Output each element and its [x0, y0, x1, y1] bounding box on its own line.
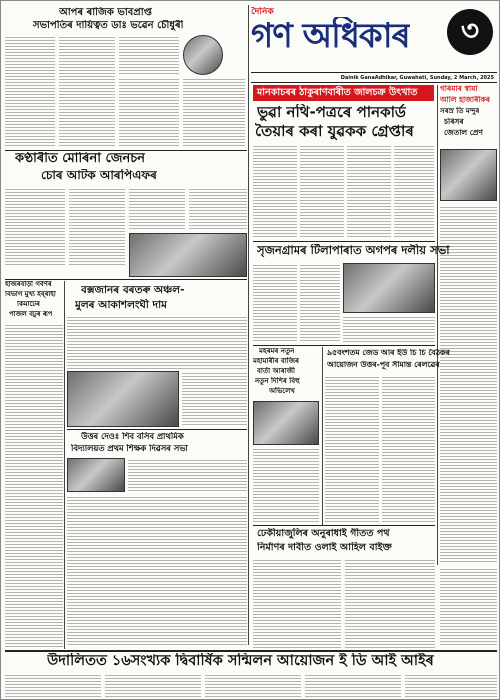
portrait-caption	[119, 35, 179, 75]
lower-right-body	[440, 567, 497, 647]
centre-banner	[253, 85, 434, 101]
mid-left-headline-2: মুলৰ আকাশলংঘী দাম	[75, 299, 167, 311]
page-number-badge	[447, 9, 493, 55]
dateline-bar	[251, 72, 497, 83]
masthead-prefix: দৈনিক	[251, 7, 274, 17]
left-third-headline-2: বিভাগ মুখ্য ইব্‌ৰাহী	[5, 291, 56, 298]
right-top-headline-5: জেতাল প্ৰেণ	[444, 129, 483, 137]
mid-right-headline-2: আয়োজন উত্তৰ-পূব সীমান্ত ৰেলৱেৰ	[327, 361, 440, 369]
story-top-left-kicker: আপৰ ৰাজিক ভাবপ্ৰাপ্ত	[59, 7, 152, 18]
right-top-headline-1: গৰিমাৰ স্বামা	[440, 85, 478, 93]
left-second-headline-1: কণ্ঠাৰীত মোৰিনা জেনচন	[15, 152, 145, 166]
mid-right-body-1	[325, 375, 379, 523]
mid-left-body	[67, 315, 247, 369]
story-top-left-body-col3	[119, 77, 179, 147]
bottom-body-2	[105, 673, 201, 697]
mid-left-headline-1: বক্সজানৰ বৰতৰু অঞ্চল-	[81, 284, 185, 296]
mid-centre-headline-5: অভিলেখ	[269, 387, 295, 395]
mid-centre-photo	[253, 401, 319, 445]
centre-main-headline-1: ভুৱা নথি-পত্ৰৰে পানকাৰ্ড	[257, 104, 406, 121]
centre-second-body-1	[253, 263, 297, 343]
lower-centre-body-1	[253, 558, 341, 648]
bottom-body-3	[205, 673, 301, 697]
bottom-body-5	[405, 673, 497, 697]
lower-centre-body-2	[345, 558, 435, 648]
right-top-headline-4: চৰিসৰ	[444, 118, 464, 126]
bottom-body-4	[305, 673, 401, 697]
page-number: ৩	[460, 13, 480, 47]
story-top-left-body-col1	[5, 35, 55, 147]
story-top-left-body-col4	[183, 77, 245, 147]
lower-centre-headline-1: ঢেকীয়াজুলিৰ অনুৰাধাই গীতত পথ	[257, 528, 390, 539]
left-third-headline-4: পাজল বঁটুৰ ৰূপ	[9, 311, 53, 318]
left-second-body-4	[189, 187, 247, 231]
centre-main-body-2	[300, 144, 344, 239]
mid-right-headline-1: ৯৫বংশতম জেড আৰ ইউ চি চি বৈঠকৰ	[327, 349, 450, 357]
centre-second-caption	[343, 315, 435, 343]
left-second-headline-2: চোৰ আটক আৰপিএফৰ	[41, 169, 157, 182]
centre-main-headline-2: তৈয়াৰ কৰা যুৱকক গ্ৰেপ্তাৰ	[255, 123, 414, 140]
masthead-title: গণ অধিকাৰ	[251, 17, 410, 56]
mid-centre-body	[253, 447, 319, 523]
lower-left-headline-1: উত্তৰ দেওঃ শিব বসিব প্ৰাথমিক	[81, 432, 184, 441]
lower-left-body-1	[128, 458, 247, 492]
left-second-photo	[129, 233, 247, 277]
mid-centre-headline-2: মহামাৰীৰ বাজিৰ	[253, 357, 299, 365]
lower-left-body-2	[67, 495, 247, 647]
bottom-body-1	[5, 673, 101, 697]
mid-centre-headline-4: নতুন দিশিৰ বিহু	[255, 377, 300, 385]
right-top-headline-2: আলি হাজাৰীকৰ	[440, 96, 490, 104]
story-top-left	[5, 5, 247, 148]
left-second-body-2	[69, 187, 125, 267]
bottom-banner-headline: উদালিতত ১৬সংখ্যক দ্বিবাৰ্ষিক সন্মিলন আয়োজন ই ডি আই আইৰ	[47, 653, 434, 669]
centre-banner-headline: মানকাচৰৰ ঠাকুৰাণবাৰীত জালচক্ৰ উৎখাত	[257, 86, 418, 98]
right-top-photo	[440, 149, 497, 201]
mid-right-body-2	[382, 375, 435, 523]
lower-left-headline-2: বিদ্যালয়ত প্ৰথম শিক্ষক দিৱসৰ সভা	[71, 444, 188, 453]
story-top-left-body-col2	[59, 35, 115, 147]
centre-main-body-1	[253, 144, 297, 239]
mid-centre-headline-1: মহৰমৰ নতুন	[259, 347, 295, 355]
right-top-headline-3: সৰস্ৰ তি মন্দুৰ	[440, 107, 480, 115]
left-third-headline-1: হাজৰবাড়ী গৰ্বৰ্ণৰ	[5, 281, 52, 288]
dateline: Dainik GanaAdhikar, Guwahati, Sunday, 2 March, 2025	[340, 74, 494, 81]
left-third-headline-3: কিমাটৈৰ	[17, 301, 40, 308]
mid-left-photo	[67, 371, 179, 427]
centre-second-body-2	[300, 263, 340, 343]
centre-main-body-4	[394, 144, 434, 239]
lower-centre-headline-2: নিৰ্মাণৰ দাবীত ওলাই আহিল বাইক্ত	[257, 542, 392, 553]
centre-main-body-3	[347, 144, 391, 239]
left-third-body	[5, 323, 63, 647]
left-second-body-3	[129, 187, 185, 231]
centre-second-headline: সৃজনগ্ৰামৰ টিলাপাৰাত অগপৰ দলীয় সভা	[257, 244, 450, 257]
mid-left-body-2	[182, 371, 247, 427]
portrait-photo	[183, 35, 223, 75]
story-top-left-headline: সভাপতিৰ দায়িত্বত ডাঃ ভৱেন চৌধুৰী	[33, 20, 184, 31]
right-col-body	[440, 205, 497, 563]
left-second-body-1	[5, 187, 65, 267]
masthead	[251, 5, 497, 71]
mid-centre-headline-3: বাৰ্তা আৰাজী	[257, 367, 296, 375]
lower-left-photo	[67, 458, 125, 492]
story-right-top	[440, 85, 497, 147]
centre-second-photo	[343, 263, 435, 313]
